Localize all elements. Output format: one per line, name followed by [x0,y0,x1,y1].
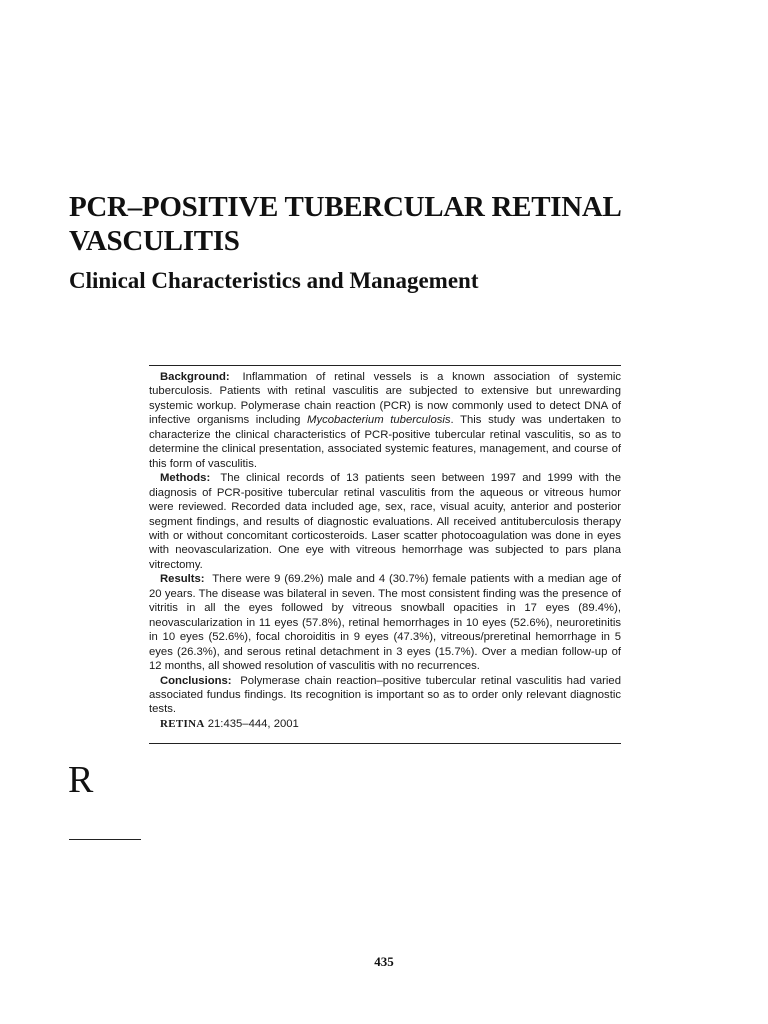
results-text: There were 9 (69.2%) male and 4 (30.7%) female patients with a median age of 20 years. The disease was bilateral in seven. The most consistent finding was the presence of vitritis in all the eyes followed by vitreous snowball opacities in 17 eyes (89.4%), neovascularization in 11 eyes (57.8%), retinal hemorrhages in 10 eyes (52.6%), neuroretinitis in 10 eyes (52.6%), focal choroiditis in 9 eyes (47.3%), vitreous/preretinal hemorrhage in 5 eyes (26.3%), and serous retinal detachment in 3 eyes (15.7%). Over a median follow-up of 12 months, all showed resolution of vasculitis with no recurrences. [149,573,621,673]
conclusions-label: Conclusions: [160,674,232,687]
background-organism: Mycobacterium tuberculosis [307,414,451,427]
abstract-methods [149,471,621,572]
methods-text: The clinical records of 13 patients seen between 1997 and 1999 with the diagnosis of PCR-positive tubercular retinal vasculitis from the aqueous or vitreous humor were reviewed. Recorded data included age, sex, race, visual acuity, anterior and posterior segment findings, and results of diagnostic evaluations. All received antituberculosis therapy with or without concomitant corticosteroids. Laser scatter photocoagulation was done in eyes with neovascularization. One eye with vitreous hemorrhage was subjected to pars plana vitrectomy. [149,472,622,571]
results-label: Results: [160,573,205,586]
abstract-citation [149,717,621,731]
journal-name: RETINA [160,717,205,730]
page-number: 435 [374,954,394,969]
abstract-background [149,370,621,471]
conclusions-text: Polymerase chain reaction–positive tubercular retinal vasculitis had varied associated fundus findings. Its recognition is important so as to order only relevant diagnostic tests. [149,674,621,716]
abstract-conclusions [149,674,621,717]
article-subtitle: Clinical Characteristics and Management [69,268,479,293]
abstract-results [149,572,621,673]
methods-label: Methods: [160,472,211,485]
background-label: Background: [160,371,230,383]
citation-ref: 21:435–444, 2001 [207,717,299,730]
background-text-2: . This study was undertaken to characterize the clinical characteristics of PCR-positive tubercular retinal vasculitis, so as to determine the clinical presentation, associated systemic features, management, and course of this form of vasculitis. [149,414,621,470]
background-text-1: Inflammation of retinal vessels is a known association of systemic tuberculosis. Patients with retinal vasculitis are subjected to extensive but unrewarding systemic workup. Polymerase chain reaction (PCR) is now commonly used to detect DNA of infective organisms including [149,371,622,427]
footnote-rule [69,839,141,840]
article-title: PCR–POSITIVE TUBERCULAR RETINAL VASCULITIS [69,191,620,257]
abstract-box [149,365,621,744]
drop-cap: R [68,759,94,801]
